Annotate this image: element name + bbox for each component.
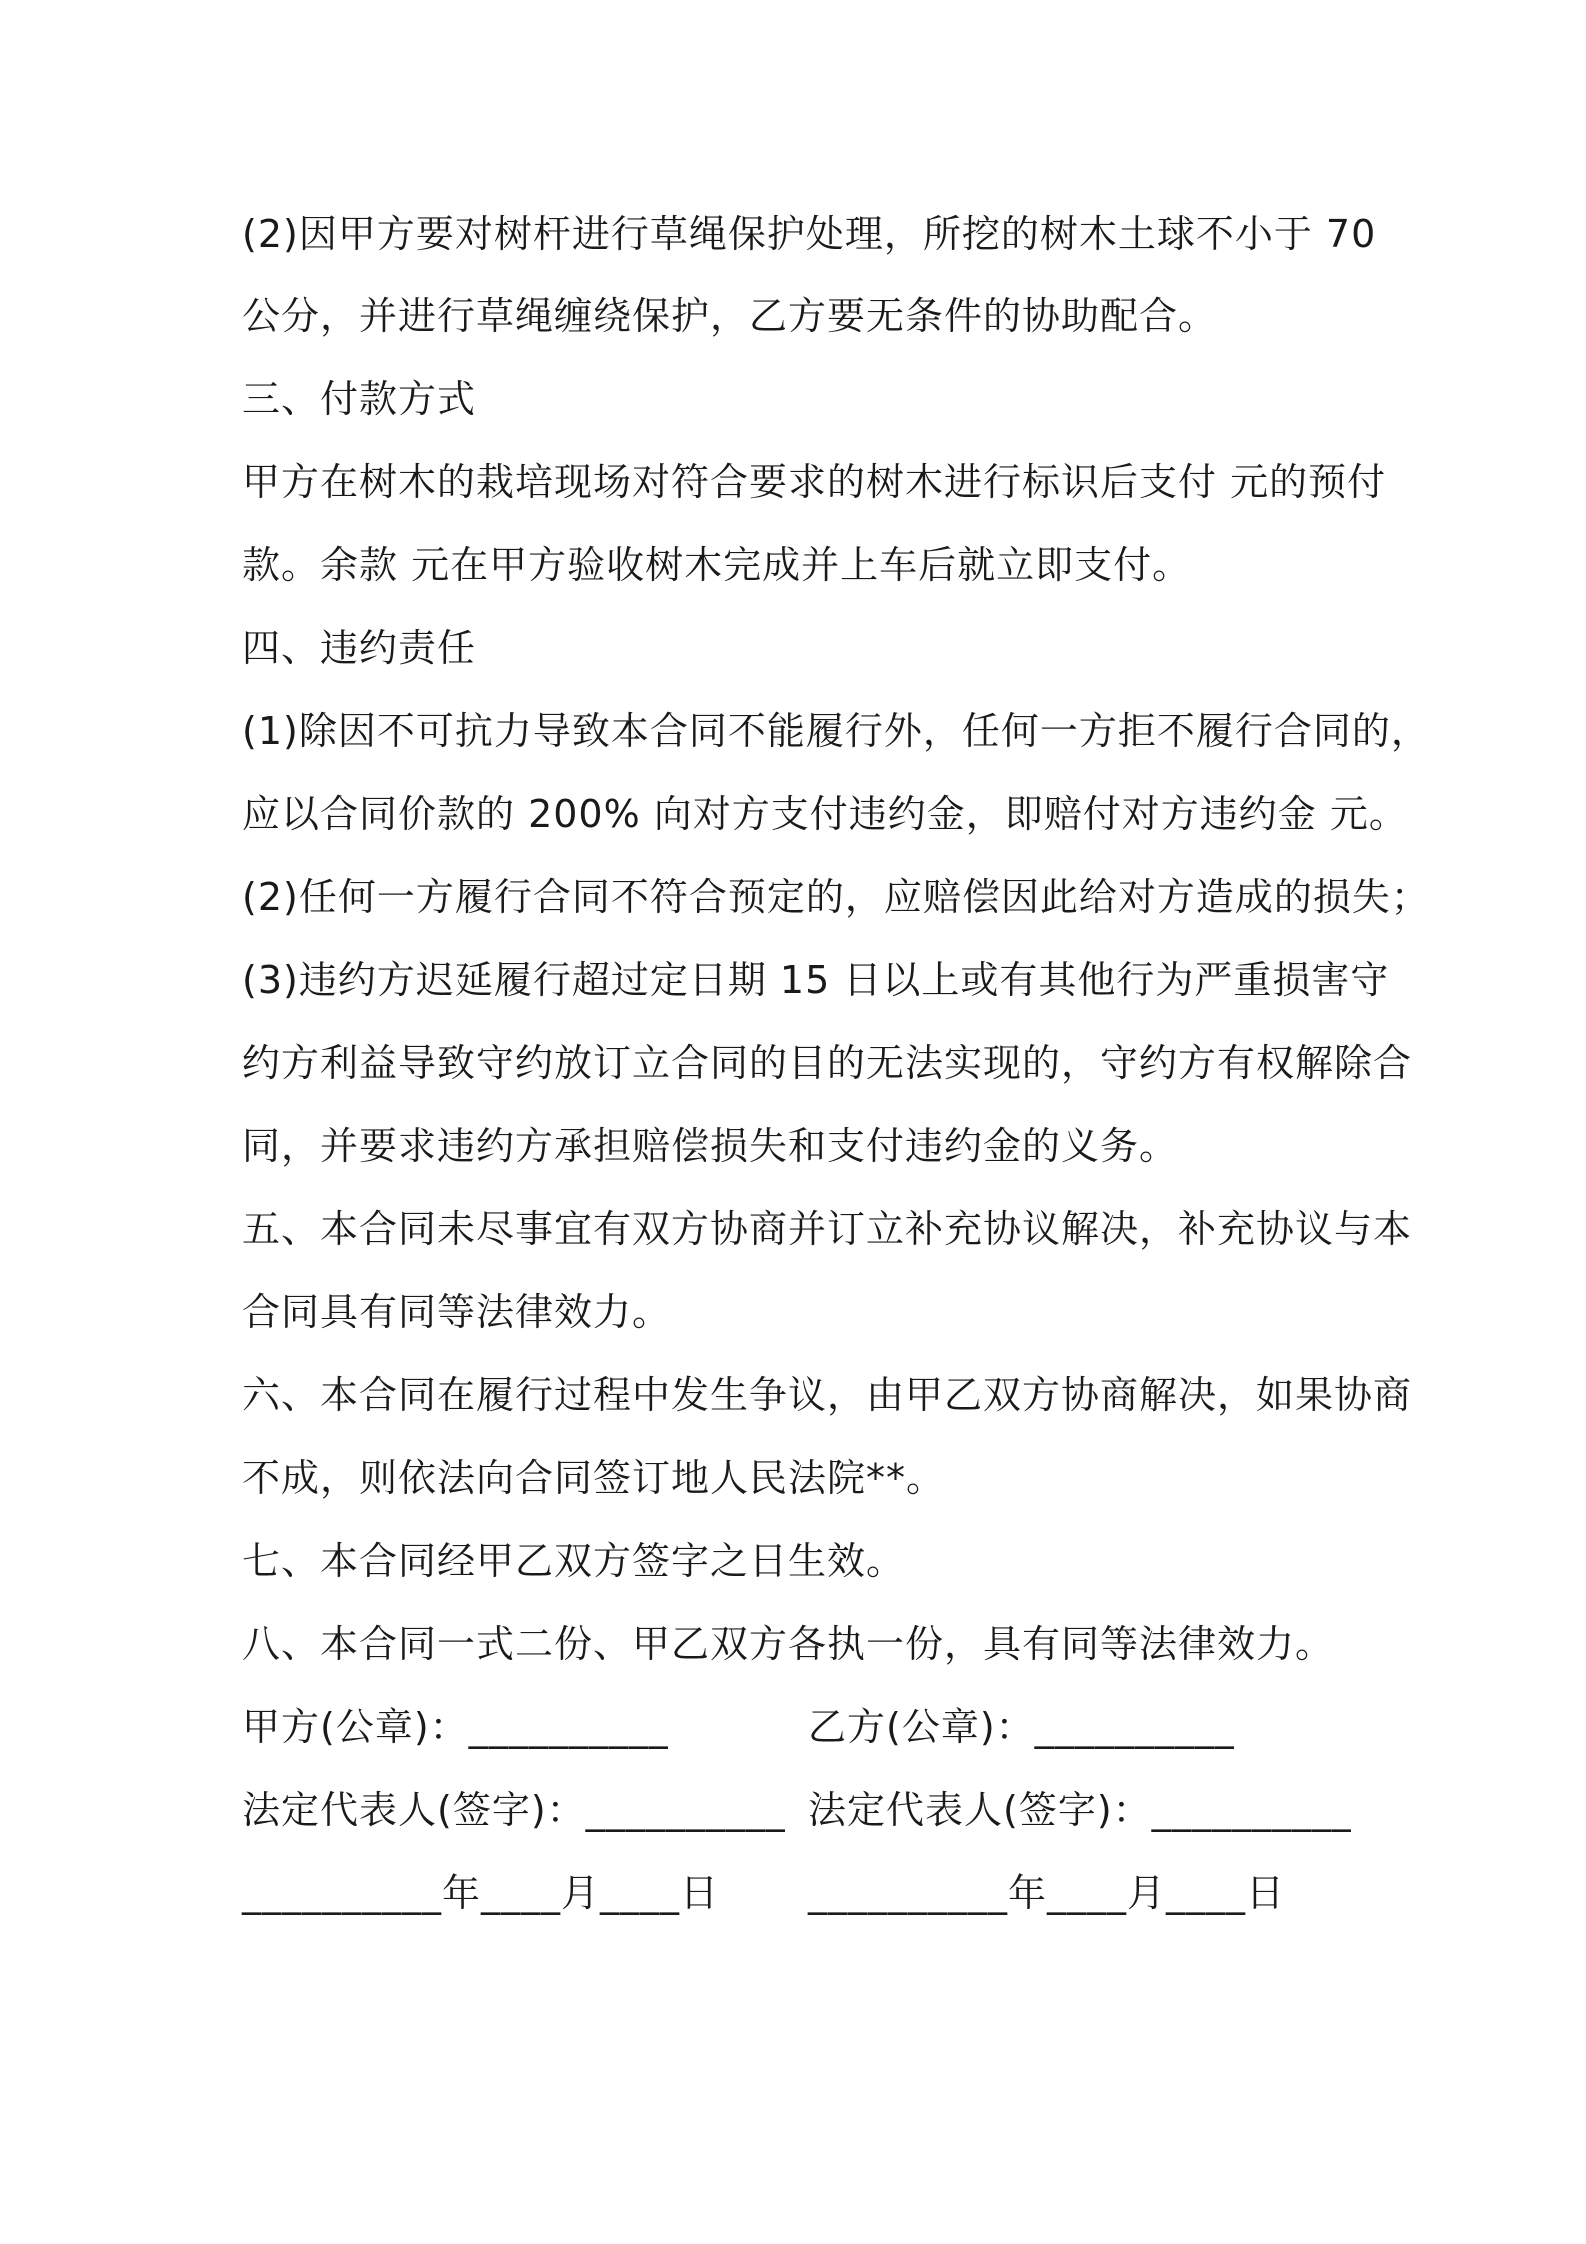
party-b-date-line: __________年____月____日 — [808, 1871, 1286, 1915]
party-b-seal-line: 乙方(公章)：__________ — [808, 1705, 1235, 1749]
paragraph-line: 同，并要求违约方承担赔偿损失和支付违约金的义务。 — [242, 1124, 1179, 1168]
paragraph-line: (2)因甲方要对树杆进行草绳保护处理，所挖的树木土球不小于 70 — [242, 212, 1377, 256]
paragraph-line: 六、本合同在履行过程中发生争议，由甲乙双方协商解决，如果协商 — [242, 1373, 1413, 1417]
party-a-date-line: __________年____月____日 — [242, 1871, 720, 1915]
section-heading: 三、付款方式 — [242, 377, 477, 421]
paragraph-line: 五、本合同未尽事宜有双方协商并订立补充协议解决，补充协议与本 — [242, 1207, 1413, 1251]
party-a-seal-line: 甲方(公章)：__________ — [242, 1705, 669, 1749]
paragraph-line: 不成，则依法向合同签订地人民法院**。 — [242, 1456, 946, 1500]
paragraph-line: 八、本合同一式二份、甲乙双方各执一份，具有同等法律效力。 — [242, 1622, 1335, 1666]
paragraph-line: (1)除因不可抗力导致本合同不能履行外，任何一方拒不履行合同的， — [242, 709, 1430, 753]
paragraph-line: (3)违约方迟延履行超过定日期 15 日以上或有其他行为严重损害守 — [242, 958, 1390, 1002]
paragraph-line: (2)任何一方履行合同不符合预定的，应赔偿因此给对方造成的损失； — [242, 875, 1430, 919]
paragraph-line: 甲方在树木的栽培现场对符合要求的树木进行标识后支付 元的预付 — [242, 460, 1387, 504]
paragraph-line: 款。余款 元在甲方验收树木完成并上车后就立即支付。 — [242, 543, 1192, 587]
section-heading: 四、违约责任 — [242, 626, 477, 670]
paragraph-line: 约方利益导致守约放订立合同的目的无法实现的，守约方有权解除合 — [242, 1041, 1413, 1085]
paragraph-line: 应以合同价款的 200% 向对方支付违约金，即赔付对方违约金 元。 — [242, 792, 1408, 836]
party-a-representative-line: 法定代表人(签字)：__________ — [242, 1788, 786, 1832]
party-b-representative-line: 法定代表人(签字)：__________ — [808, 1788, 1352, 1832]
paragraph-line: 合同具有同等法律效力。 — [242, 1290, 672, 1334]
paragraph-line: 公分，并进行草绳缠绕保护，乙方要无条件的协助配合。 — [242, 294, 1218, 338]
paragraph-line: 七、本合同经甲乙双方签字之日生效。 — [242, 1539, 906, 1583]
